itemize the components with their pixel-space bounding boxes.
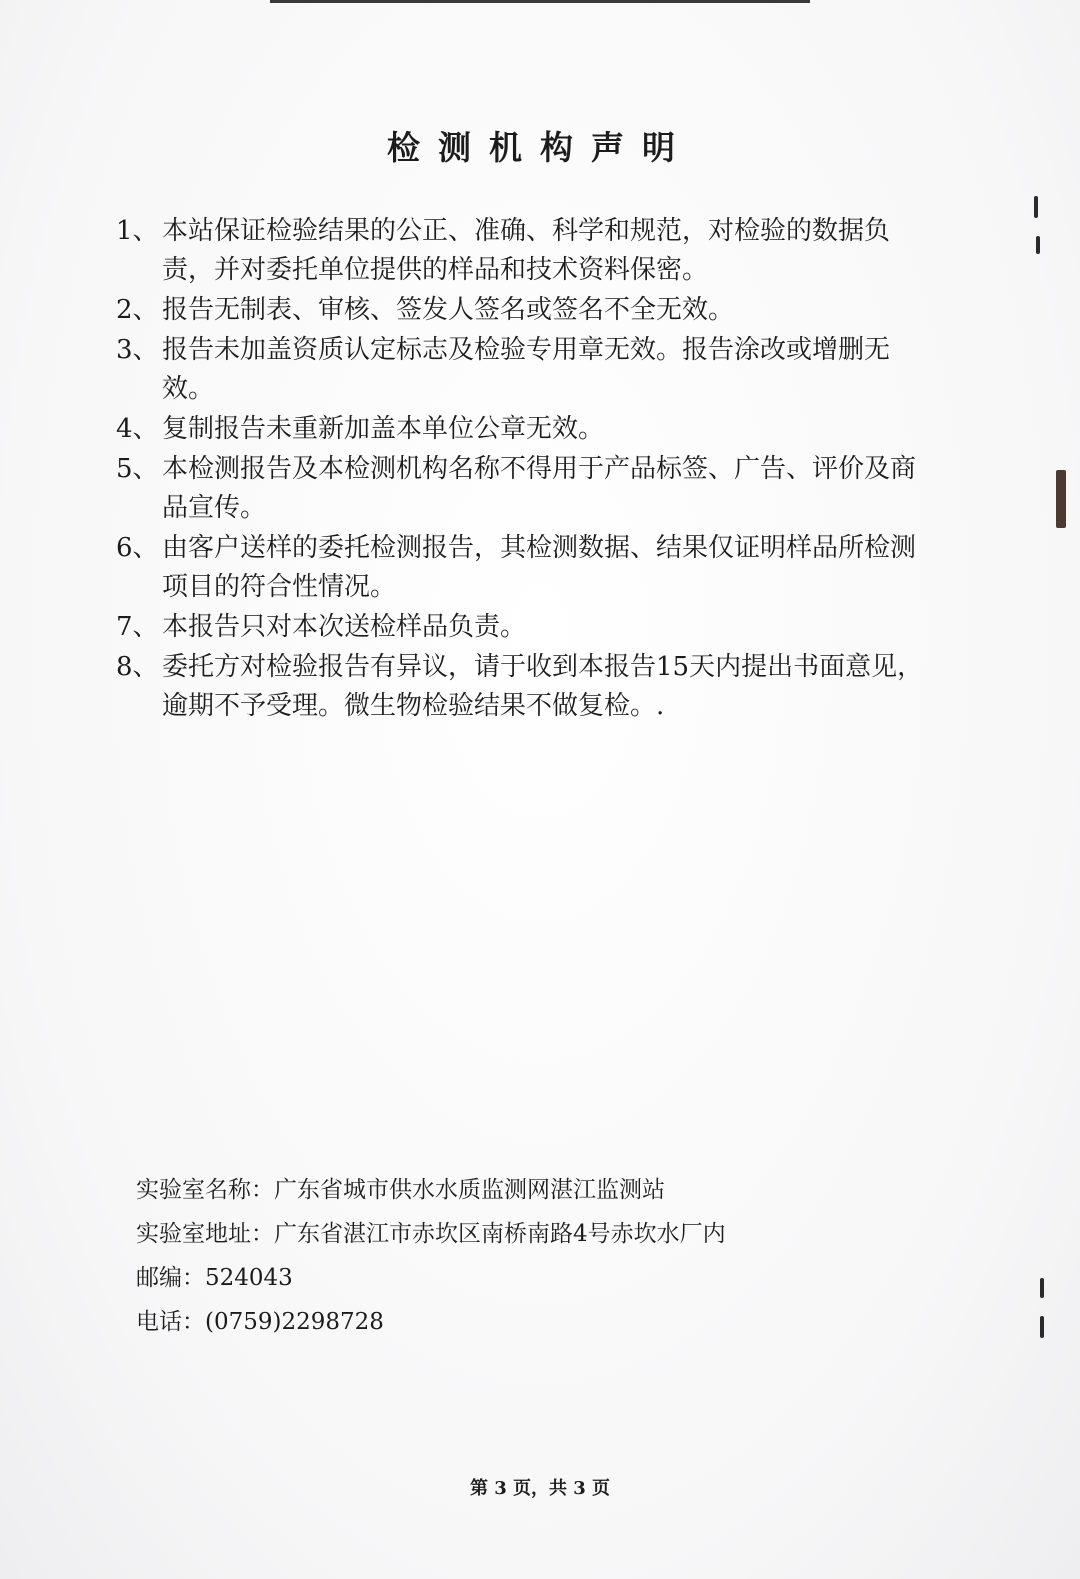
lab-postcode: 邮编：524043 <box>136 1265 293 1291</box>
binding-mark <box>1040 1278 1044 1298</box>
clause-number: 4、 <box>116 414 159 444</box>
binding-mark <box>1036 236 1040 254</box>
clause-number: 8、 <box>116 652 159 682</box>
clause-text: 委托方对检验报告有异议，请于收到本报告15天内提出书面意见，逾期不予受理。微生物检验结果不做复检。. <box>162 652 924 721</box>
lab-info <box>136 1168 936 1344</box>
scan-edge-line <box>270 0 810 3</box>
declaration-clause-5 <box>116 450 926 528</box>
clause-number: 2、 <box>116 295 159 325</box>
declaration-clause-4 <box>116 410 926 449</box>
lab-phone: 电话：(0759)2298728 <box>136 1309 384 1335</box>
declaration-clause-3 <box>116 331 926 409</box>
page-number: 第 3 页，共 3 页 <box>469 1478 611 1499</box>
clause-text: 报告未加盖资质认定标志及检验专用章无效。报告涂改或增删无效。 <box>162 335 891 404</box>
clause-text: 本检测报告及本检测机构名称不得用于产品标签、广告、评价及商品宣传。 <box>162 454 917 523</box>
page-title: 检测机构声明 <box>387 128 693 167</box>
declaration-clause-1 <box>116 212 926 290</box>
binding-mark <box>1034 196 1038 218</box>
clause-number: 5、 <box>116 454 159 484</box>
binding-mark <box>1040 1316 1044 1338</box>
clause-number: 7、 <box>116 612 159 642</box>
lab-name: 实验室名称：广东省城市供水水质监测网湛江监测站 <box>136 1177 665 1203</box>
clause-number: 6、 <box>116 533 159 563</box>
clause-number: 1、 <box>116 216 159 246</box>
clause-text: 本报告只对本次送检样品负责。 <box>162 612 527 642</box>
declaration-clause-2 <box>116 291 926 330</box>
declaration-clause-8 <box>116 648 926 726</box>
declaration-clause-6 <box>116 529 926 607</box>
declaration-clause-7 <box>116 608 926 647</box>
binding-mark <box>1056 470 1066 528</box>
clause-number: 3、 <box>116 335 159 365</box>
clause-text: 复制报告未重新加盖本单位公章无效。 <box>162 414 605 444</box>
declaration-list <box>116 212 926 727</box>
clause-text: 由客户送样的委托检测报告，其检测数据、结果仅证明样品所检测项目的符合性情况。 <box>162 533 917 602</box>
clause-text: 报告无制表、审核、签发人签名或签名不全无效。 <box>162 295 735 325</box>
lab-address: 实验室地址：广东省湛江市赤坎区南桥南路4号赤坎水厂内 <box>136 1221 726 1247</box>
clause-text: 本站保证检验结果的公正、准确、科学和规范，对检验的数据负责，并对委托单位提供的样品和技术资料保密。 <box>162 216 891 285</box>
